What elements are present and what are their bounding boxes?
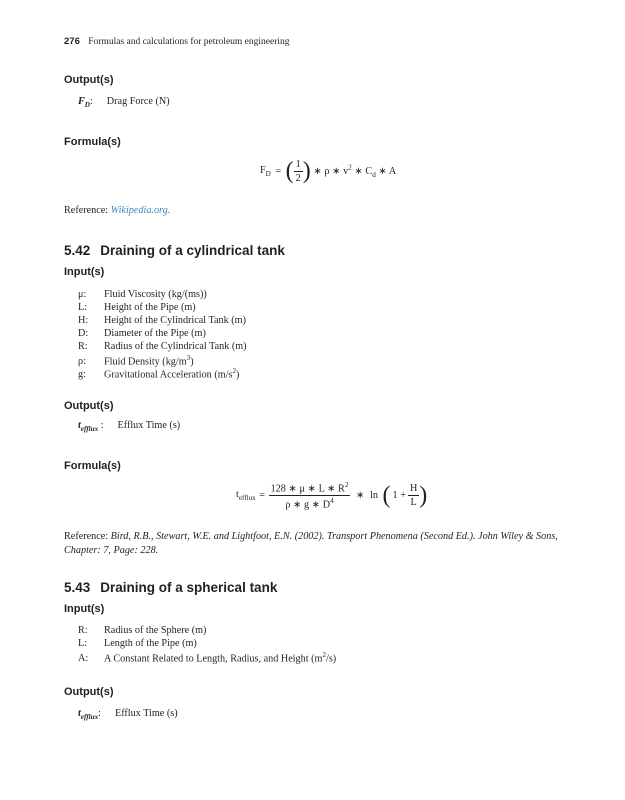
input-heading: Input(s) xyxy=(64,266,105,278)
output-row xyxy=(78,708,178,721)
input-item: H: Height of the Cylindrical Tank (m) xyxy=(78,315,246,326)
input-item: A: A Constant Related to Length, Radius, and Height $(m^2/s)$ xyxy=(78,651,337,665)
output-description: Efflux Time (s) xyxy=(114,708,178,719)
input-item: R: Radius of the Cylindrical Tank (m) xyxy=(78,341,247,352)
input-item: D: Diameter of the Pipe (m) xyxy=(78,328,206,339)
output-heading: Output(s) xyxy=(64,400,114,412)
book-title: Formulas and calculations for petroleum engineering xyxy=(88,37,290,47)
output-row xyxy=(78,96,170,109)
output-row xyxy=(78,420,180,433)
running-head xyxy=(64,36,290,47)
page-number: 276 xyxy=(64,36,80,47)
output-heading: Output(s) xyxy=(64,74,114,86)
input-item: ρ: Fluid Density $(kg/m^3)$ xyxy=(78,354,194,368)
output-symbol: $t_{efflux}$ : xyxy=(78,420,104,434)
section-title-5-43: 5.43 Draining of a spherical tank xyxy=(64,580,278,595)
output-description: Efflux Time (s) xyxy=(117,420,181,431)
output-symbol: $t_{efflux}$: xyxy=(78,708,101,722)
output-symbol: $F_D$: xyxy=(78,96,93,110)
input-heading: Input(s) xyxy=(64,603,105,615)
output-description: Drag Force (N) xyxy=(106,96,170,107)
input-item: g: Gravitational Acceleration $(m/s^2)$ xyxy=(78,367,240,381)
reference: Reference: Bird, R.B., Stewart, W.E. and Lightfoot, E.N. (2002). Transport Phenomena (Second Ed.). John Wiley & Sons, Chapter: 7, Page: 228. xyxy=(64,531,558,556)
input-item: L: Length of the Pipe (m) xyxy=(78,638,197,649)
drag-force-formula: $F_D$ = ( $\frac{1}{2}$ ) ∗ ρ ∗ $v^2$ ∗ $C_d$ ∗ A xyxy=(260,158,397,184)
reference: Reference: Wikipedia.org. xyxy=(64,205,171,216)
output-heading: Output(s) xyxy=(64,686,114,698)
reference-link[interactable]: Wikipedia.org. xyxy=(110,205,171,216)
input-item: μ: Fluid Viscosity (kg/(ms)) xyxy=(78,289,207,300)
formula-heading: Formula(s) xyxy=(64,460,121,472)
efflux-time-formula: $t_{efflux}$ = $\frac{128 ∗ \mu ∗ L ∗ R^2}{\rho ∗ g ∗ D^4}$ ∗ ln ( 1 + $\frac{H}{L}$ ) xyxy=(236,481,428,511)
input-item: R: Radius of the Sphere (m) xyxy=(78,625,207,636)
formula-heading: Formula(s) xyxy=(64,136,121,148)
section-title-5-42: 5.42 Draining of a cylindrical tank xyxy=(64,243,285,258)
input-item: L: Height of the Pipe (m) xyxy=(78,302,196,313)
